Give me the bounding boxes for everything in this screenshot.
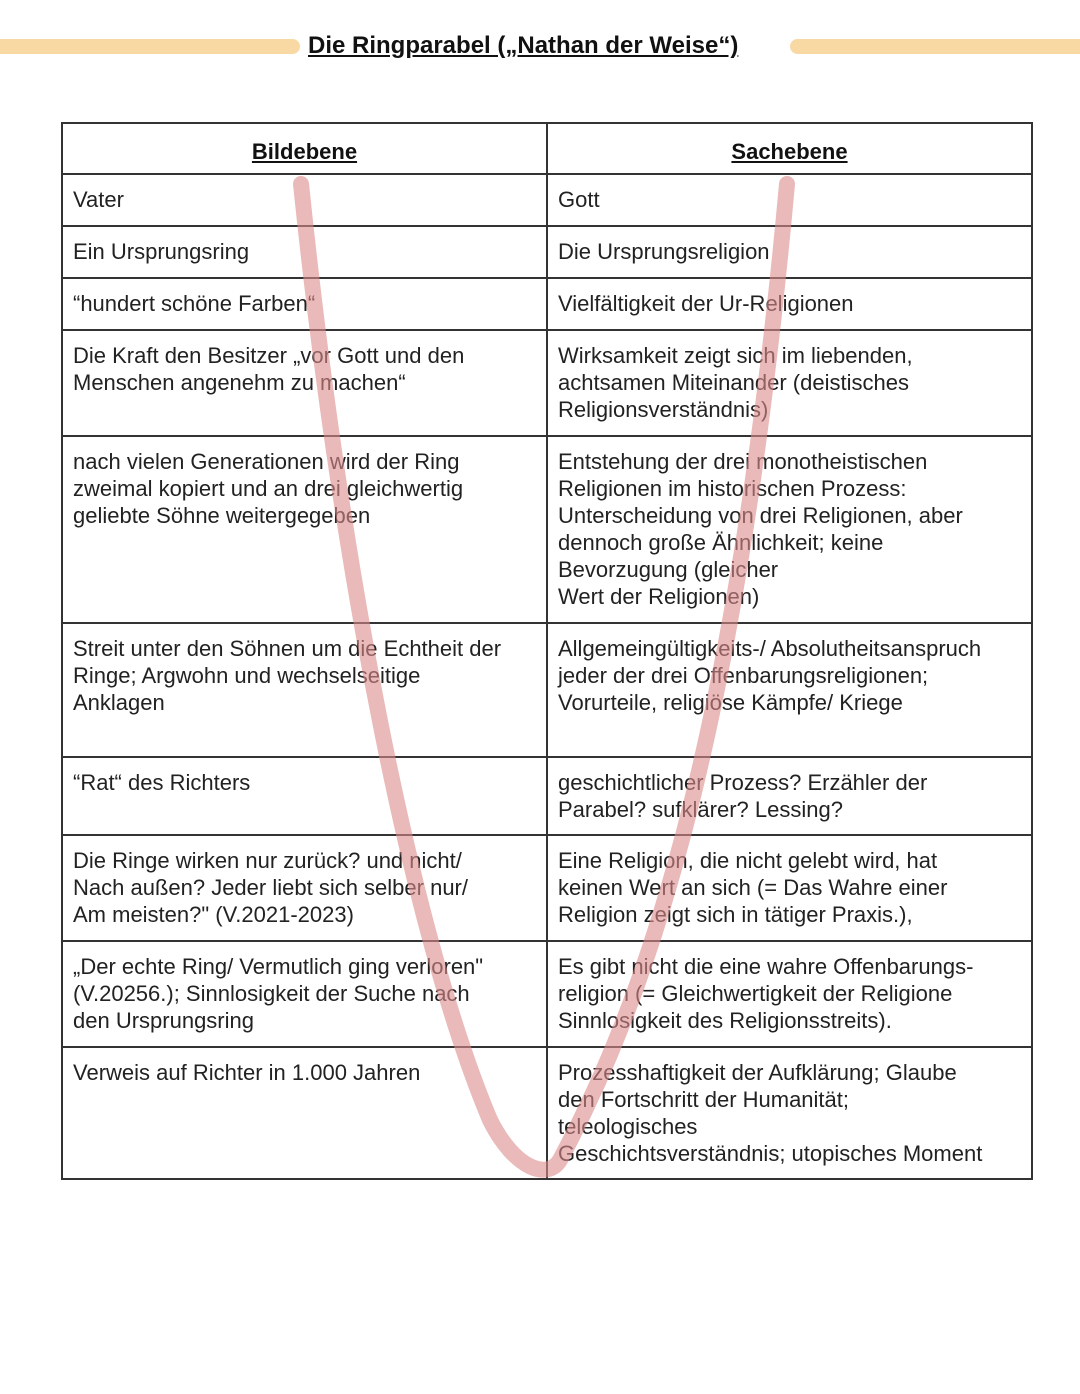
cell-line: Die Ringe wirken nur zurück? und nicht/: [73, 848, 462, 873]
bildebene-cell: [62, 623, 547, 757]
cell-line: Ein Ursprungsring: [73, 239, 250, 264]
table-row: [62, 330, 1032, 436]
cell-line: religion (= Gleichwertigkeit der Religione: [558, 981, 953, 1006]
table-row: [62, 757, 1032, 835]
cell-line: „Der echte Ring/ Vermutlich ging verloren": [73, 954, 484, 979]
sachebene-cell: [547, 835, 1032, 941]
table-row: [62, 623, 1032, 757]
cell-line: Religionsverständnis): [558, 397, 769, 422]
cell-line: nach vielen Generationen wird der Ring: [73, 449, 460, 474]
cell-line: Anklagen: [73, 690, 165, 715]
bildebene-cell: [62, 436, 547, 623]
cell-line: Prozesshaftigkeit der Aufklärung; Glaube: [558, 1060, 957, 1085]
cell-line: Die Ursprungsreligion: [558, 239, 770, 264]
sachebene-cell: [547, 1047, 1032, 1179]
cell-line: Religionen im historischen Prozess:: [558, 476, 907, 501]
cell-line: Wirksamkeit zeigt sich im liebenden,: [558, 343, 913, 368]
cell-line: den Ursprungsring: [73, 1008, 254, 1033]
cell-line: jeder der drei Offenbarungsreligionen;: [558, 663, 929, 688]
table-row: [62, 174, 1032, 226]
cell-line: Vater: [73, 187, 124, 212]
sachebene-cell: [547, 941, 1032, 1047]
cell-line: den Fortschritt der Humanität;: [558, 1087, 850, 1112]
cell-line: Vielfältigkeit der Ur-Religionen: [558, 291, 854, 316]
highlight-stripe-left: [0, 39, 300, 54]
bildebene-cell: [62, 330, 547, 436]
cell-line: zweimal kopiert und an drei gleichwertig: [73, 476, 464, 501]
cell-line: Streit unter den Söhnen um die Echtheit der: [73, 636, 502, 661]
cell-line: dennoch große Ähnlichkeit; keine: [558, 530, 884, 555]
table-row: [62, 436, 1032, 623]
cell-line: geliebte Söhne weitergegeben: [73, 503, 371, 528]
table-row: [62, 835, 1032, 941]
sachebene-cell: [547, 174, 1032, 226]
header-sachebene: Sachebene: [547, 123, 1032, 174]
bildebene-cell: [62, 174, 547, 226]
bildebene-cell: [62, 1047, 547, 1179]
cell-line: “hundert schöne Farben“: [73, 291, 316, 316]
cell-line: Nach außen? Jeder liebt sich selber nur/: [73, 875, 468, 900]
page-title: Die Ringparabel („Nathan der Weise“): [308, 32, 739, 59]
table-row: [62, 278, 1032, 330]
bildebene-cell: [62, 278, 547, 330]
sachebene-cell: [547, 226, 1032, 278]
table-row: [62, 1047, 1032, 1179]
cell-line: Vorurteile, religiöse Kämpfe/ Kriege: [558, 690, 903, 715]
cell-line: Geschichtsverständnis; utopisches Moment: [558, 1141, 983, 1166]
cell-line: Verweis auf Richter in 1.000 Jahren: [73, 1060, 421, 1085]
sachebene-cell: [547, 330, 1032, 436]
sachebene-cell: [547, 623, 1032, 757]
cell-line: Sinnlosigkeit des Religionsstreits).: [558, 1008, 892, 1033]
header-bildebene: Bildebene: [62, 123, 547, 174]
cell-line: Wert der Religionen): [558, 584, 760, 609]
cell-line: keinen Wert an sich (= Das Wahre einer: [558, 875, 948, 900]
sachebene-cell: [547, 757, 1032, 835]
cell-line: Eine Religion, die nicht gelebt wird, hat: [558, 848, 938, 873]
cell-line: Es gibt nicht die eine wahre Offenbarungs-: [558, 954, 974, 979]
header-row: [62, 123, 1032, 174]
table-row: [62, 941, 1032, 1047]
sachebene-cell: [547, 436, 1032, 623]
cell-line: Menschen angenehm zu machen“: [73, 370, 406, 395]
table-row: [62, 226, 1032, 278]
title-bar: [0, 34, 1080, 60]
highlight-stripe-right: [790, 39, 1080, 54]
cell-line: Ringe; Argwohn und wechselseitige: [73, 663, 421, 688]
cell-line: teleologisches: [558, 1114, 698, 1139]
cell-line: Religion zeigt sich in tätiger Praxis.),: [558, 902, 913, 927]
comparison-table: [61, 122, 1033, 1180]
bildebene-cell: [62, 226, 547, 278]
table-body: [62, 174, 1032, 1179]
cell-line: geschichtlicher Prozess? Erzähler der: [558, 770, 928, 795]
cell-line: (V.20256.); Sinnlosigkeit der Suche nach: [73, 981, 470, 1006]
cell-line: Gott: [558, 187, 600, 212]
cell-line: Am meisten?" (V.2021-2023): [73, 902, 354, 927]
cell-line: Parabel? sufklärer? Lessing?: [558, 797, 843, 822]
cell-line: “Rat“ des Richters: [73, 770, 251, 795]
cell-line: Die Kraft den Besitzer „vor Gott und den: [73, 343, 465, 368]
cell-line: Allgemeingültigkeits-/ Absolutheitsanspruch: [558, 636, 982, 661]
bildebene-cell: [62, 941, 547, 1047]
sachebene-cell: [547, 278, 1032, 330]
cell-line: Entstehung der drei monotheistischen: [558, 449, 928, 474]
bildebene-cell: [62, 757, 547, 835]
cell-line: Unterscheidung von drei Religionen, aber: [558, 503, 963, 528]
cell-line: Bevorzugung (gleicher: [558, 557, 779, 582]
cell-line: achtsamen Miteinander (deistisches: [558, 370, 909, 395]
bildebene-cell: [62, 835, 547, 941]
